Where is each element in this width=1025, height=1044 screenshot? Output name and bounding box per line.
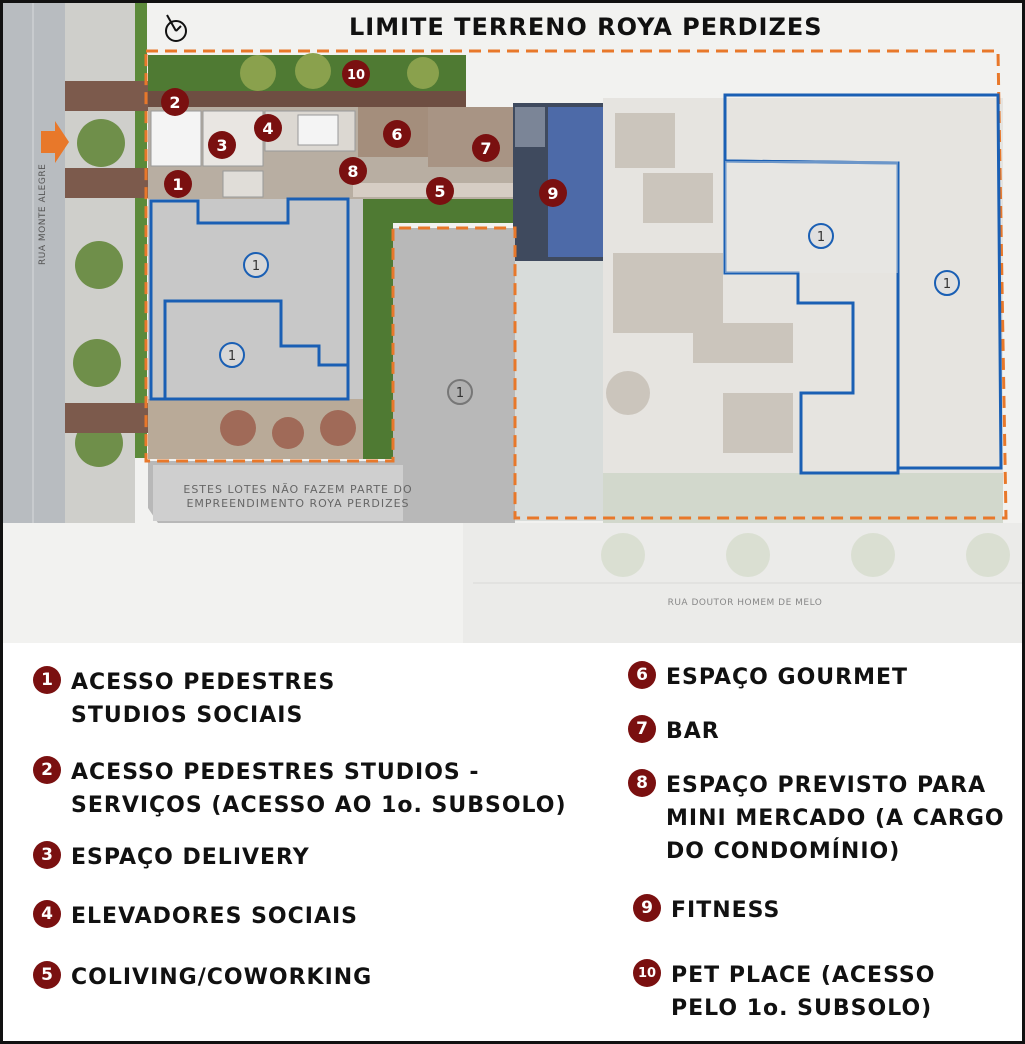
svg-text:4: 4 xyxy=(262,119,274,138)
svg-text:1: 1 xyxy=(816,230,826,245)
legend-badge: 8 xyxy=(628,769,656,797)
map-marker-7 xyxy=(472,134,500,162)
legend-text: ESPAÇO PREVISTO PARA MINI MERCADO (A CARGO DO CONDOMÍNIO) xyxy=(666,773,1005,864)
legend-text: FITNESS xyxy=(671,898,781,923)
street-monte-alegre xyxy=(3,3,65,523)
svg-text:10: 10 xyxy=(346,68,366,83)
svg-text:9: 9 xyxy=(547,184,559,203)
legend-text: BAR xyxy=(666,719,720,744)
legend-item-7 xyxy=(628,715,720,748)
legend-item-4 xyxy=(33,900,358,933)
map-marker-9 xyxy=(539,179,567,207)
legend-badge: 5 xyxy=(33,961,61,989)
map-marker-1 xyxy=(164,170,192,198)
map-marker-8 xyxy=(339,157,367,185)
svg-text:6: 6 xyxy=(391,125,403,144)
svg-text:1: 1 xyxy=(251,259,261,274)
legend-text: ELEVADORES SOCIAIS xyxy=(71,904,359,929)
svg-text:1: 1 xyxy=(942,277,952,292)
unit-marker xyxy=(809,224,833,248)
legend-item-1 xyxy=(33,666,335,732)
svg-text:8: 8 xyxy=(347,162,359,181)
legend-item-2 xyxy=(33,756,567,822)
page-title: LIMITE TERRENO ROYA PERDIZES xyxy=(349,13,823,41)
svg-text:1: 1 xyxy=(172,175,184,194)
map-marker-4 xyxy=(254,114,282,142)
legend-badge: 4 xyxy=(33,900,61,928)
map-marker-2 xyxy=(161,88,189,116)
legend-item-6 xyxy=(628,661,908,694)
legend-badge: 7 xyxy=(628,715,656,743)
legend-badge: 1 xyxy=(33,666,61,694)
legend-item-3 xyxy=(33,841,310,874)
legend-text: ACESSO PEDESTRES STUDIOS - SERVIÇOS (ACESSO AO 1o. SUBSOLO) xyxy=(71,760,567,818)
unit-marker xyxy=(448,380,472,404)
excluded-lots-notice: ESTES LOTES NÃO FAZEM PARTE DO EMPREENDIMENTO ROYA PERDIZES xyxy=(183,483,413,510)
unit-marker xyxy=(220,343,244,367)
legend-badge: 2 xyxy=(33,756,61,784)
compass-icon xyxy=(159,11,189,45)
legend-text: ACESSO PEDESTRES STUDIOS SOCIAIS xyxy=(71,670,336,728)
legend-item-10 xyxy=(633,959,935,1025)
svg-text:1: 1 xyxy=(227,349,237,364)
legend-text: COLIVING/COWORKING xyxy=(71,965,373,990)
map-marker-10 xyxy=(342,60,370,88)
site-plan-map xyxy=(3,3,1022,643)
unit-marker xyxy=(935,271,959,295)
legend-badge: 6 xyxy=(628,661,656,689)
svg-text:3: 3 xyxy=(216,136,228,155)
legend-badge: 10 xyxy=(633,959,661,987)
map-marker-6 xyxy=(383,120,411,148)
svg-text:5: 5 xyxy=(434,182,446,201)
legend-badge: 9 xyxy=(633,894,661,922)
legend-text: ESPAÇO DELIVERY xyxy=(71,845,310,870)
legend-item-5 xyxy=(33,961,372,994)
unit-marker xyxy=(244,253,268,277)
legend-text: ESPAÇO GOURMET xyxy=(666,665,909,690)
legend-badge: 3 xyxy=(33,841,61,869)
svg-text:7: 7 xyxy=(480,139,492,158)
legend-item-8 xyxy=(628,769,1005,868)
legend-item-9 xyxy=(633,894,780,927)
street-label-bottom: RUA DOUTOR HOMEM DE MELO xyxy=(667,598,823,608)
svg-text:2: 2 xyxy=(169,93,181,112)
map-marker-5 xyxy=(426,177,454,205)
svg-text:1: 1 xyxy=(455,386,465,401)
street-label-left: RUA MONTE ALEGRE xyxy=(38,163,48,265)
legend-text: PET PLACE (ACESSO PELO 1o. SUBSOLO) xyxy=(671,963,936,1021)
map-marker-3 xyxy=(208,131,236,159)
